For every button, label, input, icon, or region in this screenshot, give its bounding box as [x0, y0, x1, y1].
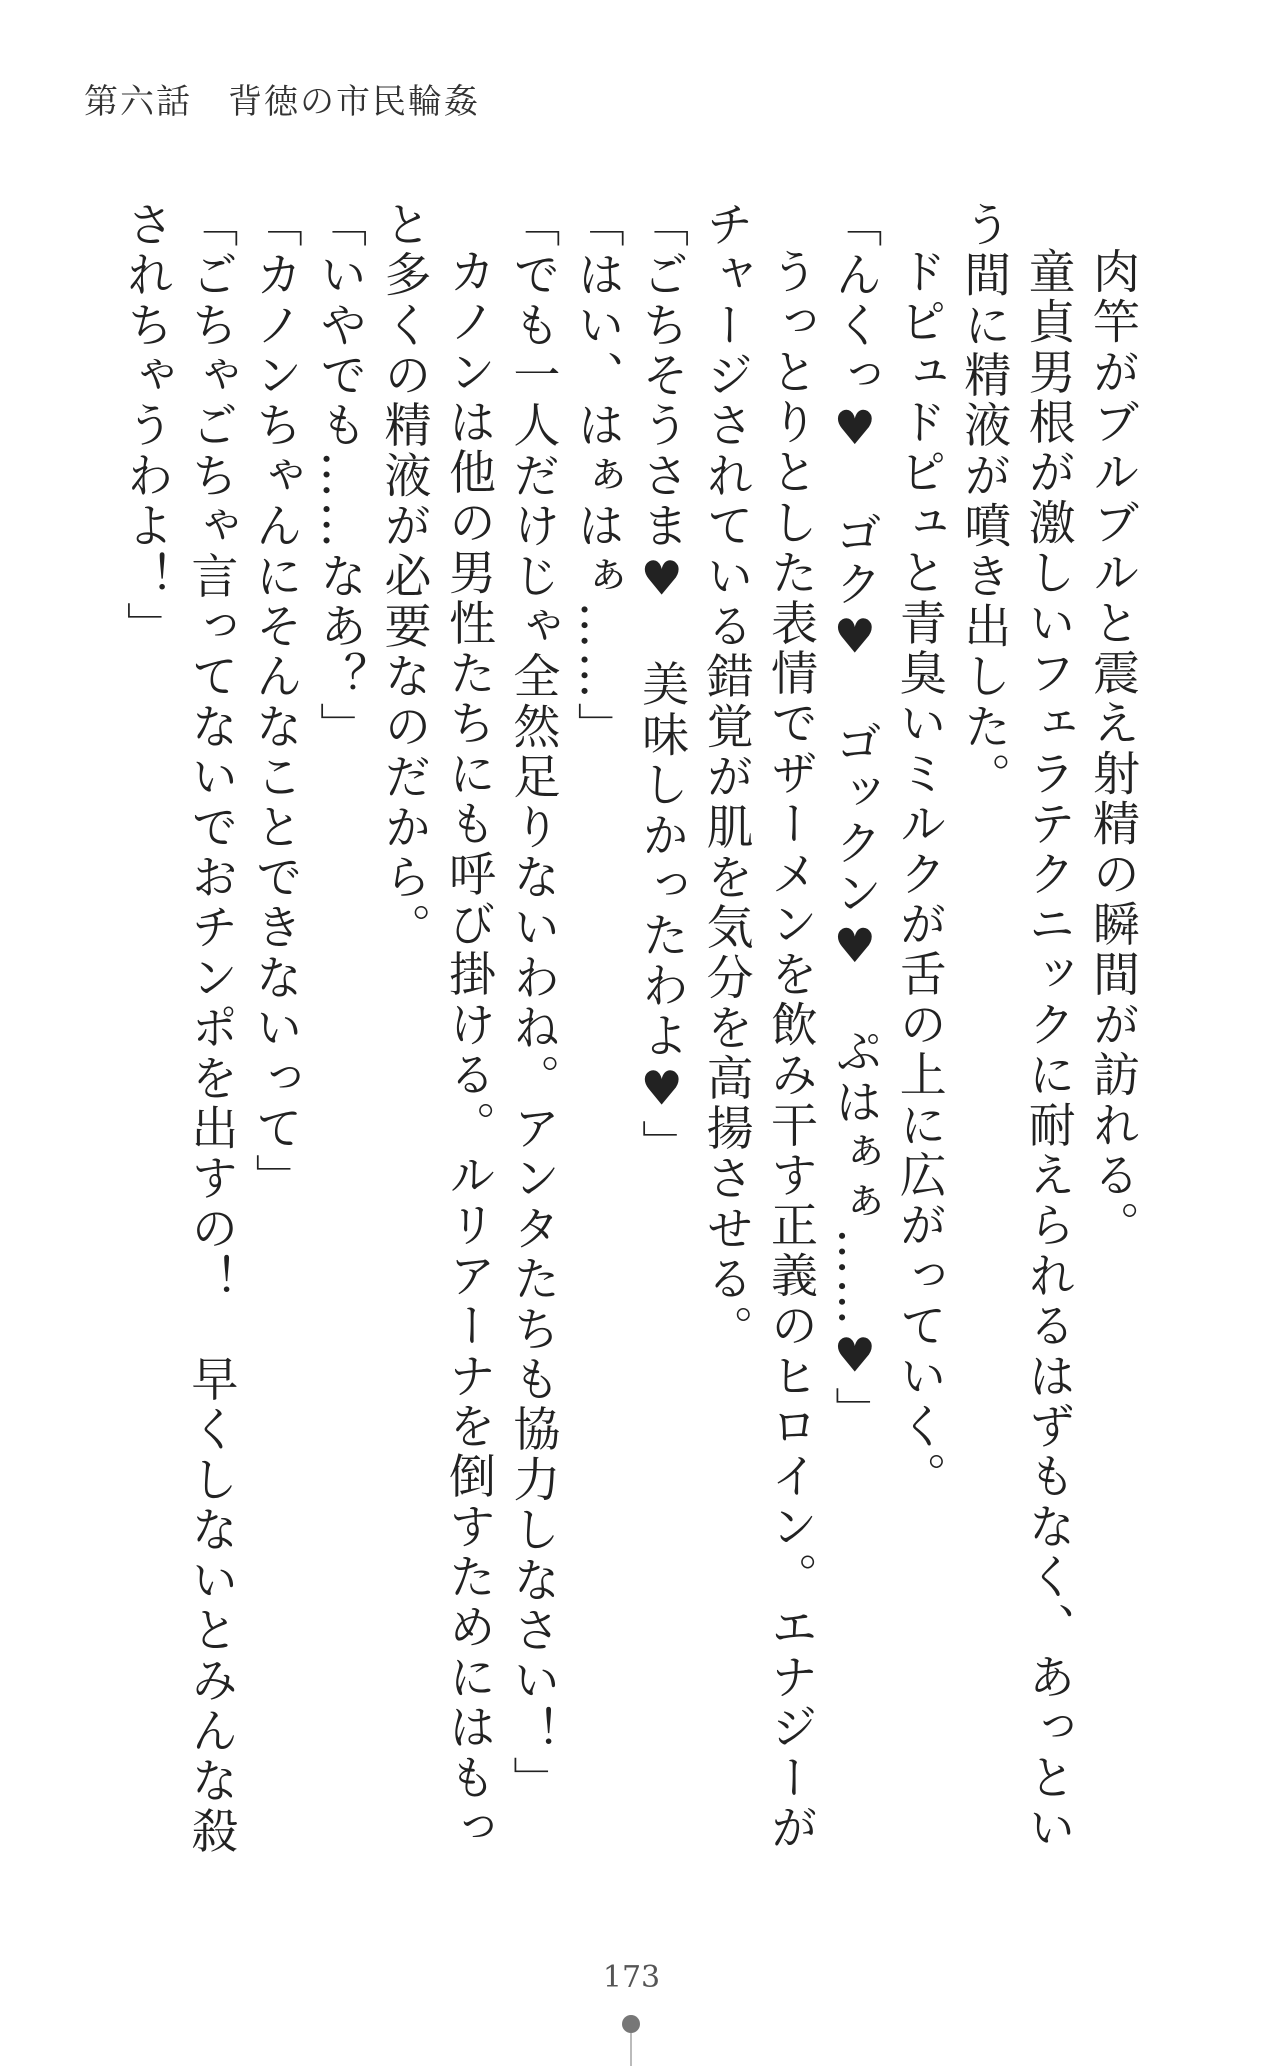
dialogue-line-5: 「いやでも……なあ？」	[312, 200, 368, 753]
dialogue-line-3: 「はい、はぁはぁ……」	[569, 200, 625, 753]
paragraph-3: ドピュドピュと青臭いミルクが舌の上に広がっていく。	[891, 247, 947, 1502]
dialogue-line-7: 「ごちゃごちゃ言ってないでおチンポを出すの！ 早くしないとみんな殺されちゃうわよ！」	[118, 200, 239, 1857]
chapter-running-header: 第六話 背徳の市民輪姦	[84, 82, 480, 122]
paragraph-4: うっとりとした表情でザーメンを飲み干す正義のヒロイン。エナジーがチャージされている錯覚が肌を気分を高揚させる。	[698, 200, 818, 1854]
page-number: 173	[602, 1960, 661, 1995]
dialogue-line-6: 「カノンちゃんにそんなことできないって」	[247, 200, 303, 1204]
dialogue-line-2: 「ごちそうさま♥ 美味しかったわよ♥」	[634, 200, 690, 1170]
paragraph-5: カノンは他の男性たちにも呼び掛ける。ルリアーナを倒すためにはもっと多くの精液が必要なのだから。	[376, 200, 496, 1854]
page-marker-dot	[622, 2015, 640, 2033]
paragraph-1: 肉竿がブルブルと震え射精の瞬間が訪れる。	[1085, 247, 1140, 1251]
dialogue-line-4: 「でも一人だけじゃ全然足りないわね。アンタたちも協力しなさい！」	[505, 200, 561, 1807]
dialogue-line-1: 「んくっ♥ ゴク♥ ゴックン♥ ぷはぁぁ……♥」	[827, 200, 883, 1437]
vertical-body-text	[84, 200, 1144, 1900]
page-marker-line	[630, 2033, 632, 2066]
paragraph-2: 童貞男根が激しいフェラテクニックに耐えられるはずもなく、あっという間に精液が噴き出した。	[956, 200, 1076, 1854]
